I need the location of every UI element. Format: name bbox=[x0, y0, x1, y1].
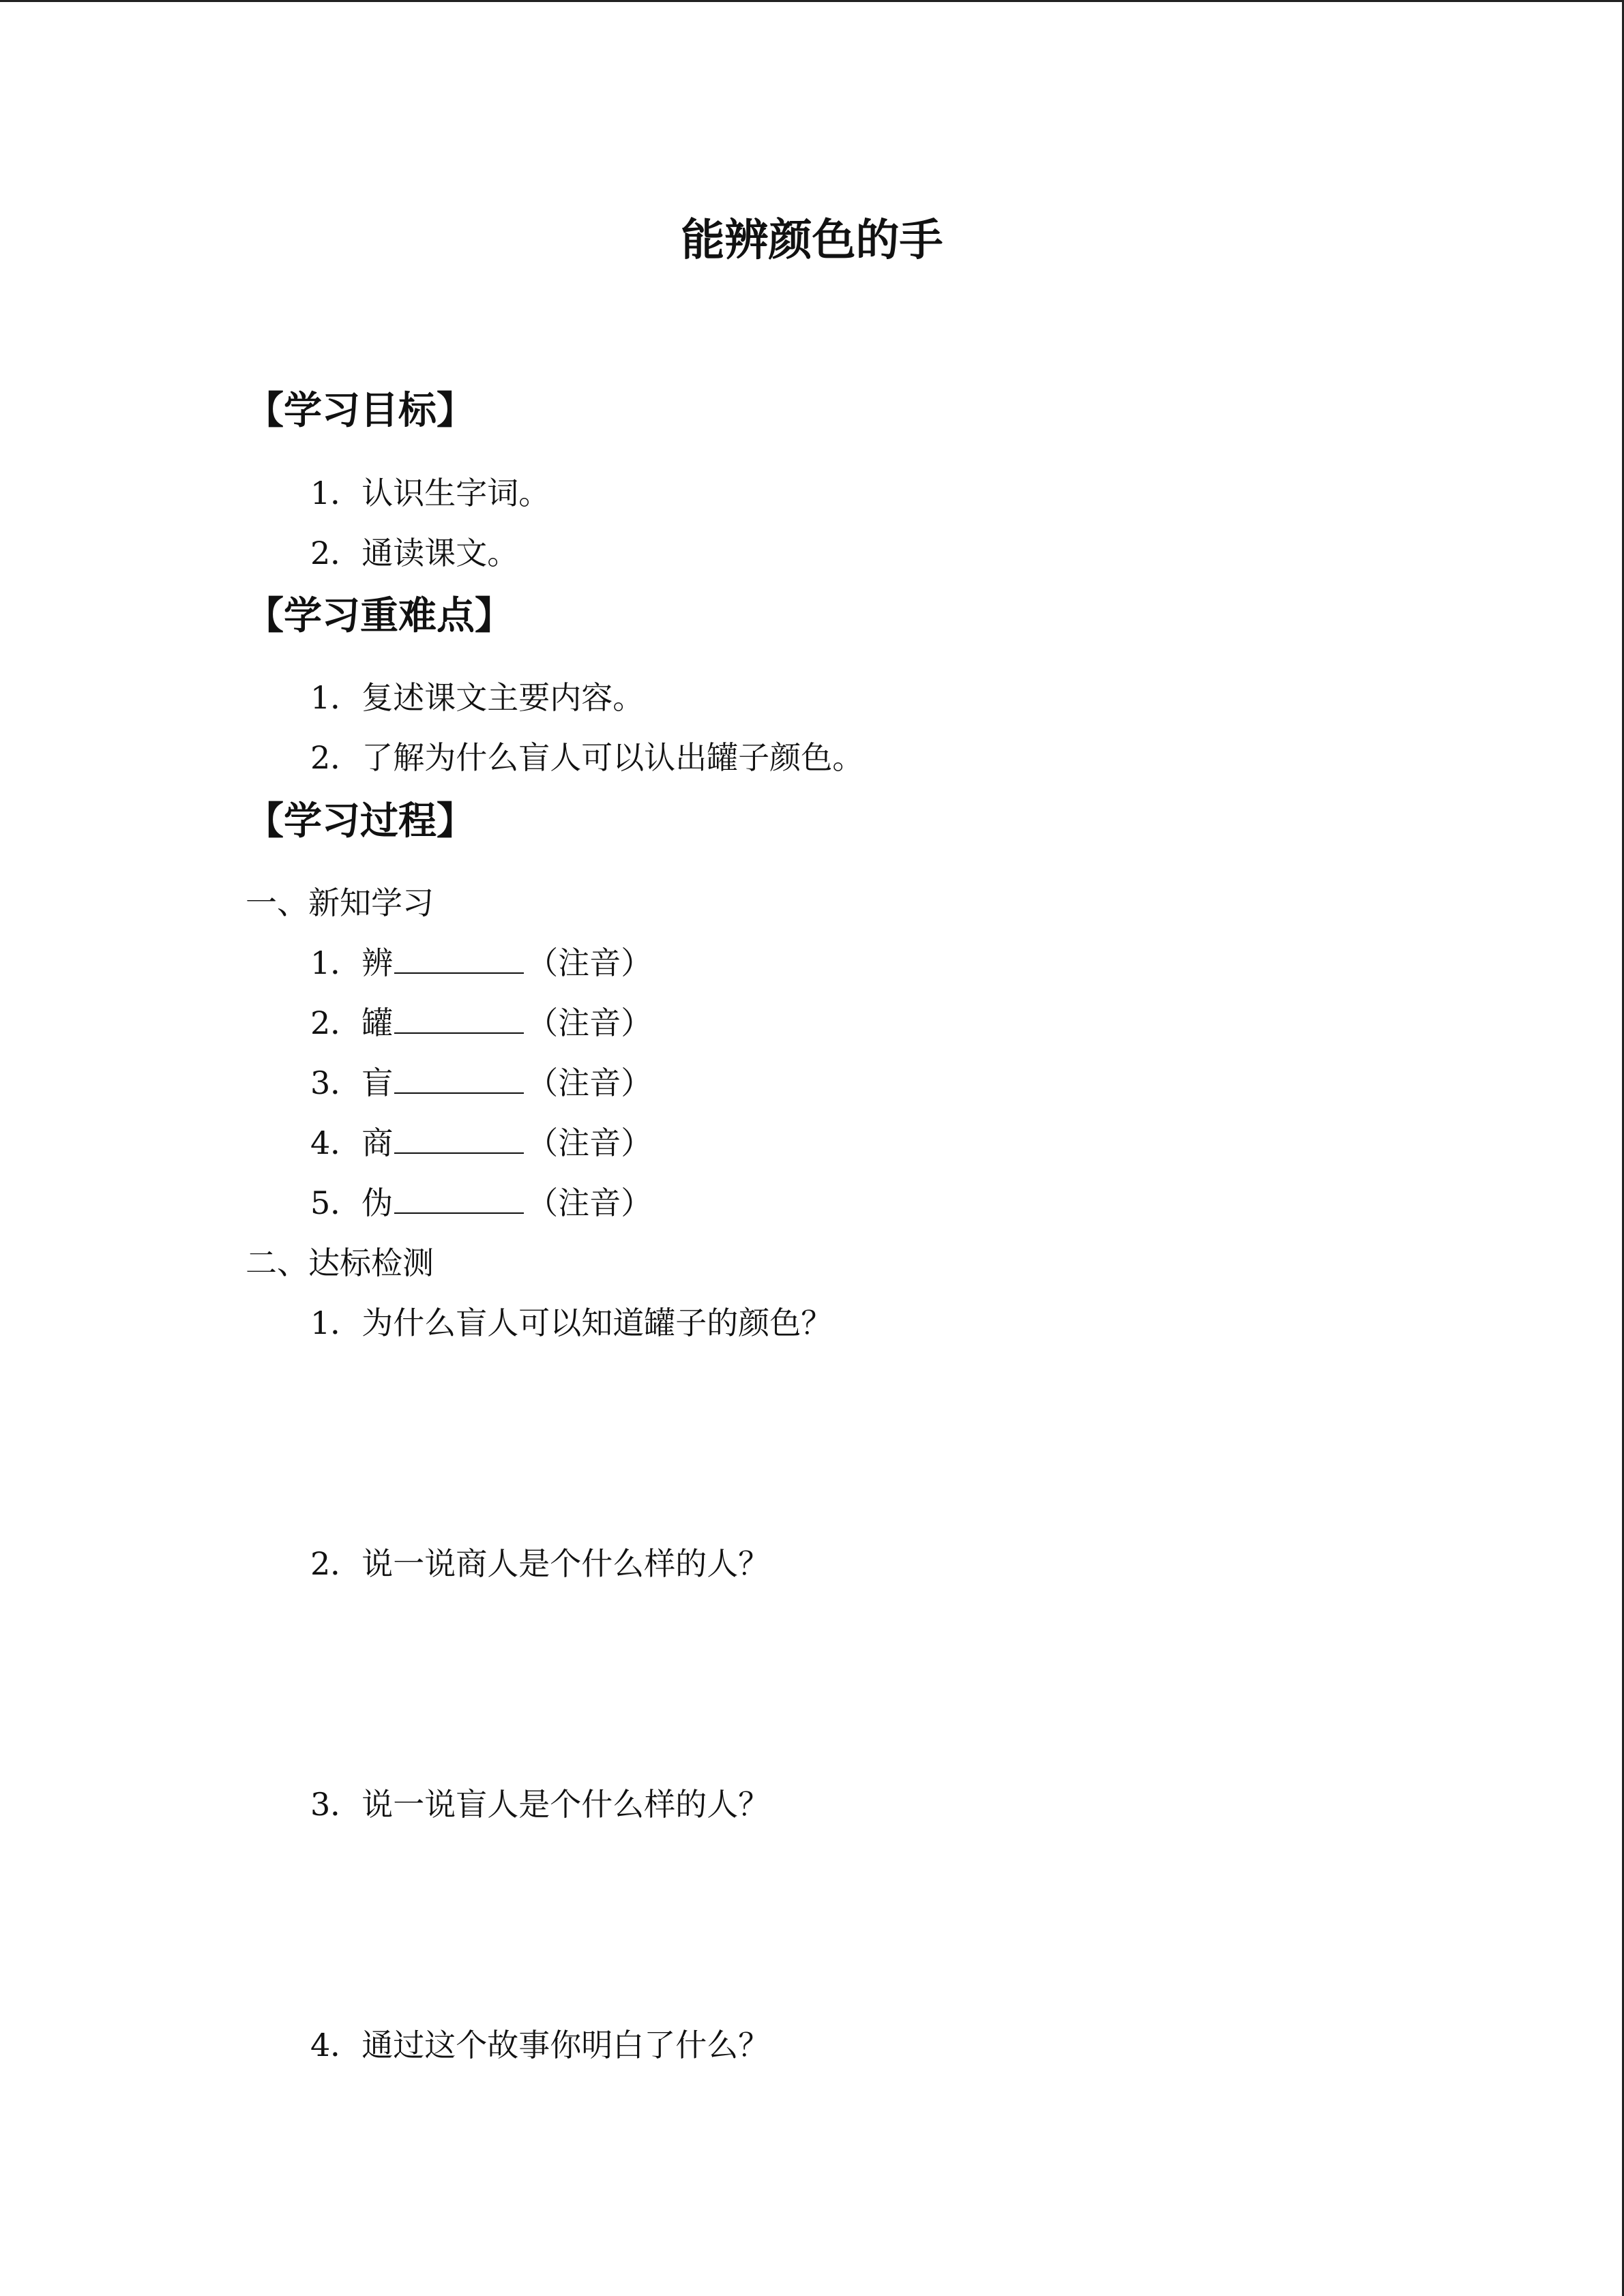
key-points-heading: 【学习重难点】 bbox=[246, 594, 513, 638]
phonetic-hint: （注音） bbox=[527, 1064, 653, 1101]
phonetic-character: 4．商 bbox=[310, 1124, 394, 1161]
objective-item: 1．认识生字词。 bbox=[310, 475, 550, 511]
phonetic-item bbox=[310, 939, 652, 987]
phonetic-hint: （注音） bbox=[527, 1004, 653, 1041]
answer-blank[interactable] bbox=[394, 1185, 524, 1214]
phonetic-character: 1．辨 bbox=[310, 944, 394, 981]
phonetic-character: 3．盲 bbox=[310, 1064, 394, 1101]
phonetic-item bbox=[310, 1059, 652, 1107]
phonetic-hint: （注音） bbox=[527, 944, 653, 981]
page-title: 能辨颜色的手 bbox=[681, 215, 943, 266]
answer-blank[interactable] bbox=[394, 1125, 524, 1154]
question-item: 4．通过这个故事你明白了什么？ bbox=[310, 2027, 770, 2063]
key-point-item: 1．复述课文主要内容。 bbox=[310, 679, 645, 716]
new-learning-label: 一、新知学习 bbox=[246, 884, 434, 921]
answer-blank[interactable] bbox=[394, 945, 524, 974]
key-point-item: 2．了解为什么盲人可以认出罐子颜色。 bbox=[310, 739, 864, 776]
question-item: 1．为什么盲人可以知道罐子的颜色？ bbox=[310, 1304, 833, 1341]
objective-item: 2．通读课文。 bbox=[310, 535, 519, 571]
question-item: 2．说一说商人是个什么样的人？ bbox=[310, 1545, 770, 1582]
process-heading: 【学习过程】 bbox=[246, 799, 475, 844]
answer-blank[interactable] bbox=[394, 1005, 524, 1034]
phonetic-item bbox=[310, 1179, 652, 1227]
phonetic-hint: （注音） bbox=[527, 1124, 653, 1161]
phonetic-character: 2．罐 bbox=[310, 1004, 394, 1041]
answer-blank[interactable] bbox=[394, 1065, 524, 1094]
assessment-label: 二、达标检测 bbox=[246, 1244, 434, 1281]
phonetic-item bbox=[310, 999, 652, 1047]
phonetic-hint: （注音） bbox=[527, 1184, 653, 1221]
question-item: 3．说一说盲人是个什么样的人？ bbox=[310, 1786, 770, 1823]
objectives-heading: 【学习目标】 bbox=[246, 389, 475, 433]
phonetic-item bbox=[310, 1119, 652, 1167]
phonetic-character: 5．伪 bbox=[310, 1184, 394, 1221]
